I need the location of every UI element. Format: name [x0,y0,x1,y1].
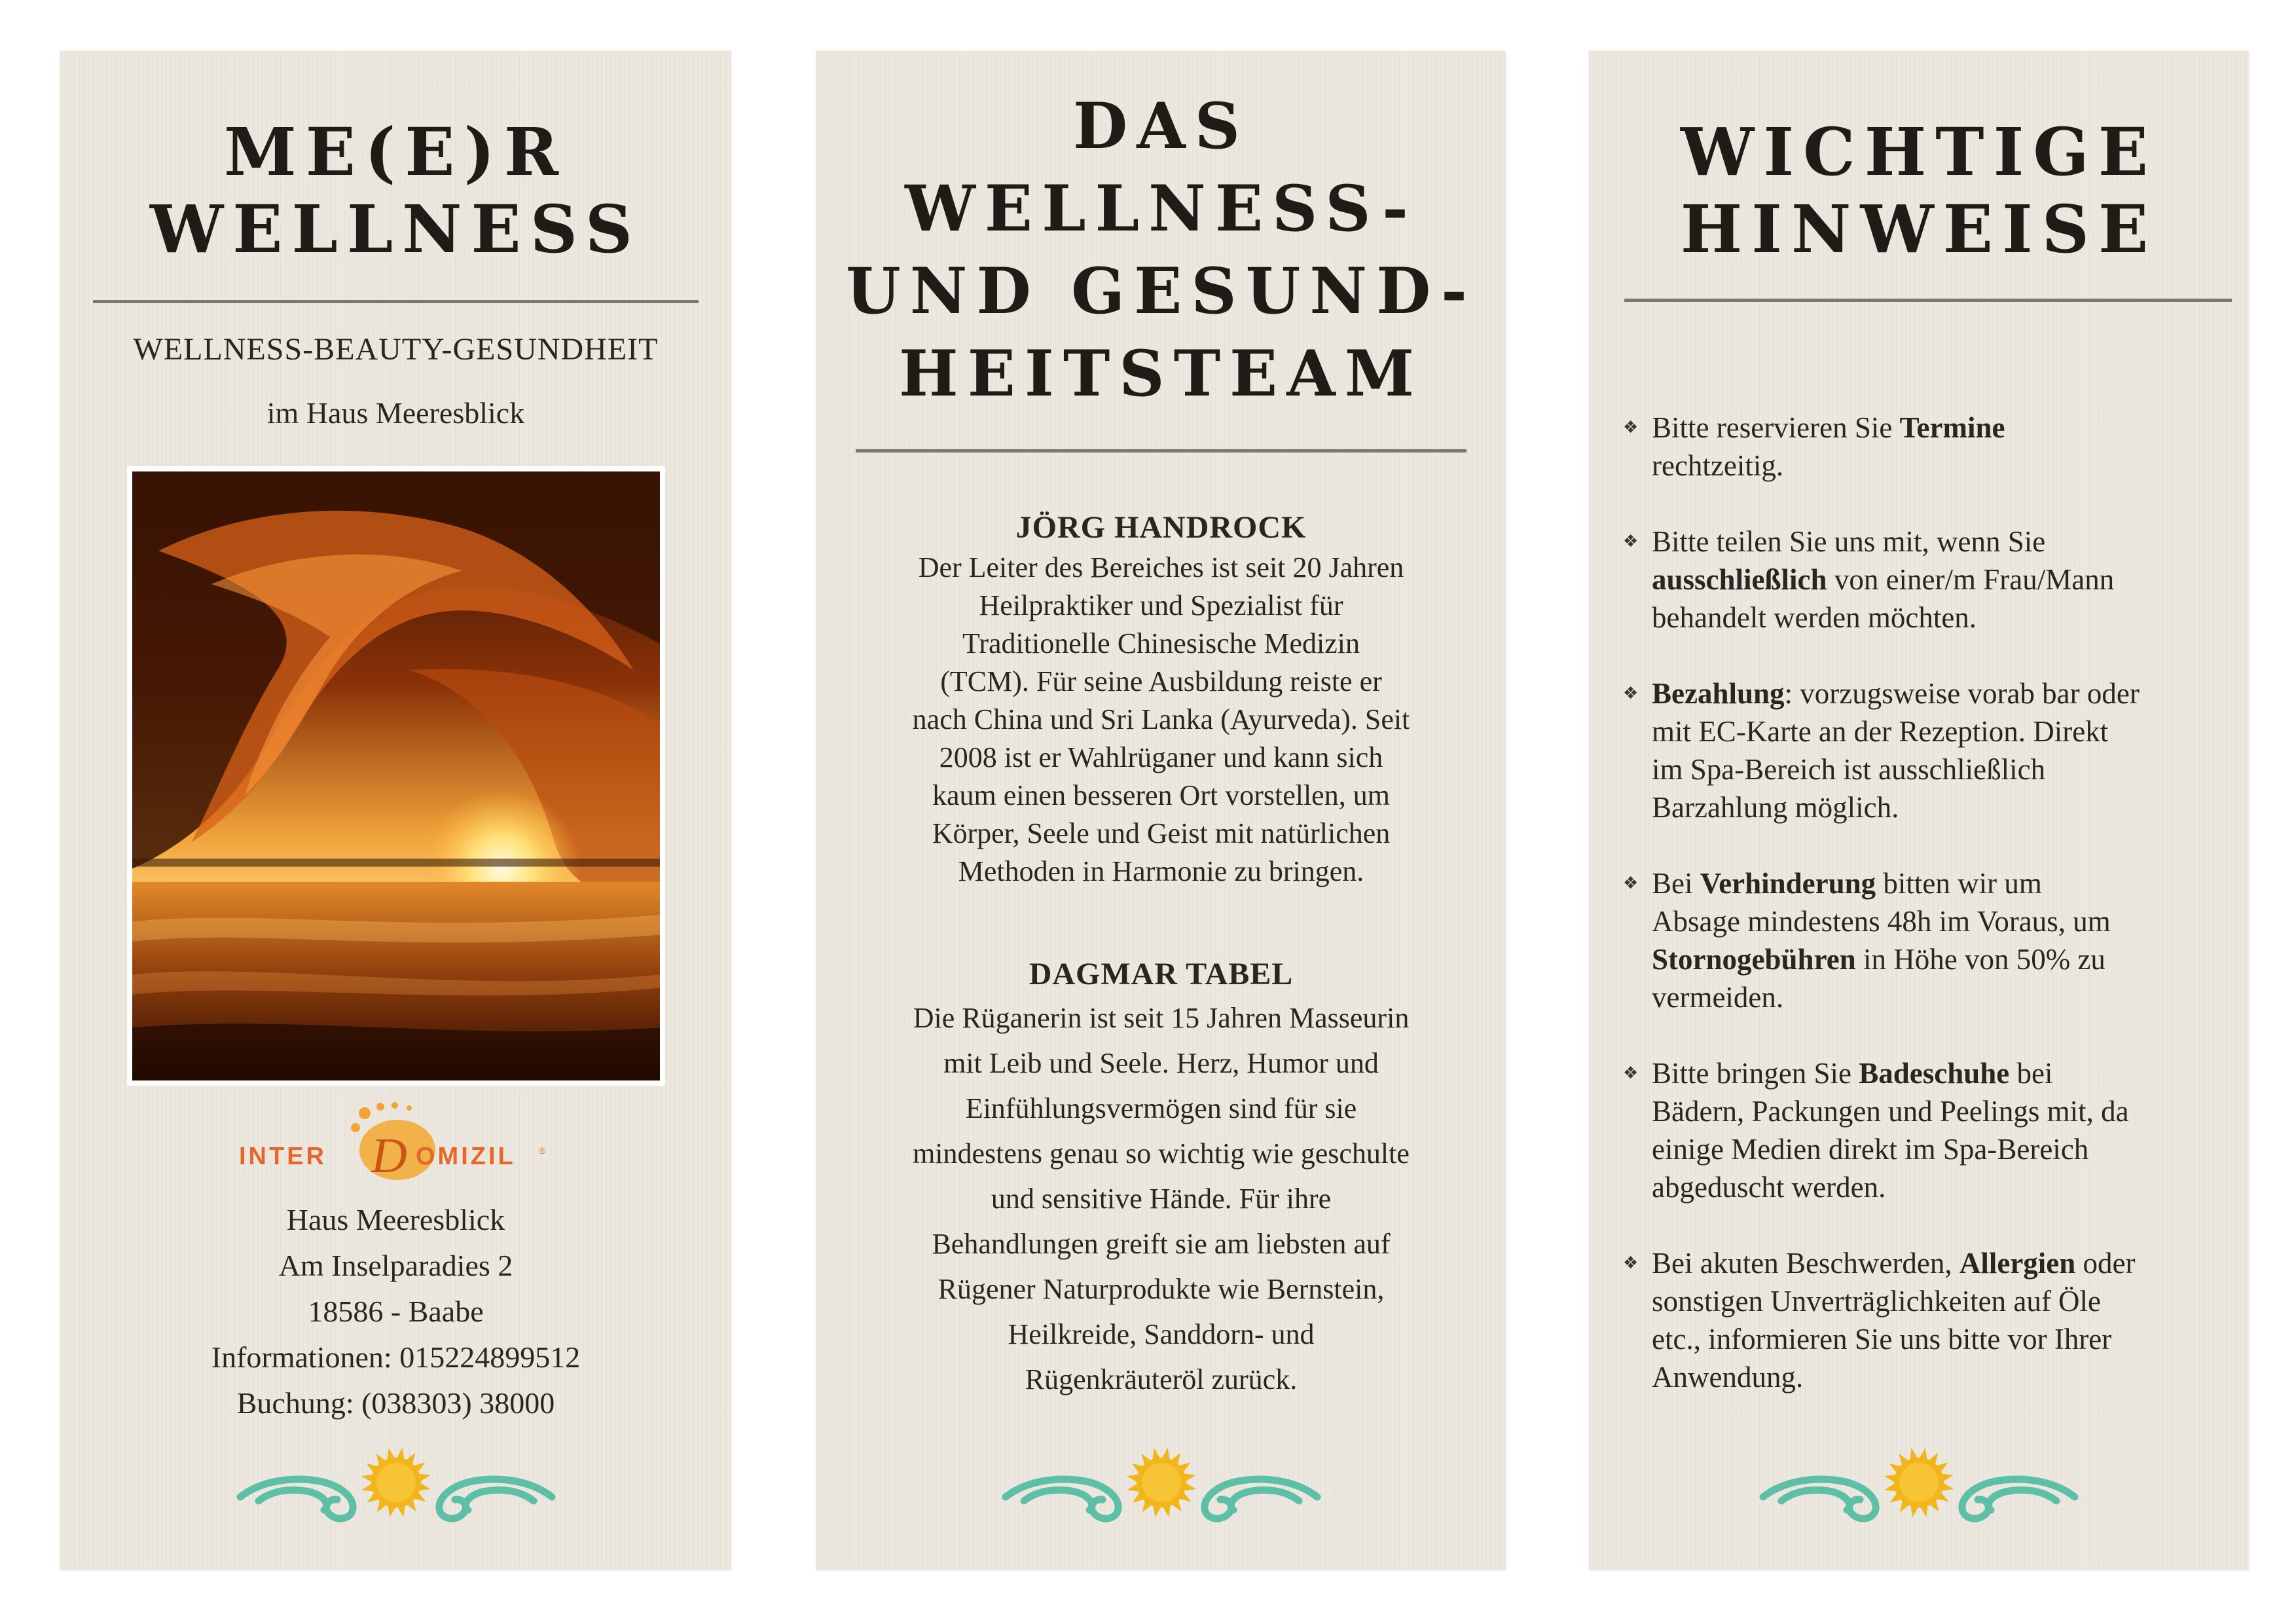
note-text: einige Medien direkt im Spa-Bereich [1652,1133,2089,1166]
team-member-bio [856,995,1467,1402]
svg-text:D: D [371,1128,407,1183]
note-keyword: Allergien [1959,1247,2076,1280]
bio-line: Heilpraktiker und Spezialist für [979,589,1343,621]
note-item [1619,1054,2229,1206]
note-line [1652,1282,2229,1320]
left-title [60,113,731,268]
note-text: bei [2009,1057,2053,1090]
sun-ornament-image [232,1437,560,1528]
bio-line: Traditionelle Chinesische Medizin [962,627,1360,659]
title-line: ME(E)R [224,113,568,191]
location: im Haus Meeresblick [266,396,525,430]
interdomizil-logo [60,1099,731,1190]
note-keyword: Badeschuhe [1859,1057,2010,1090]
note-text: mit EC-Karte an der Rezeption. Direkt [1652,715,2109,748]
bio-line: kaum einen besseren Ort vorstellen, um [932,779,1390,811]
svg-text:®: ® [538,1145,545,1156]
note-line [1652,409,2229,447]
title-line: DAS [1072,89,1250,163]
address-line: 18586 - Baabe [308,1295,484,1328]
note-keyword: Stornogebühren [1652,943,1856,976]
note-text: rechtzeitig. [1652,449,1784,482]
sun-ornament-icon [1589,1437,2249,1528]
note-text: abgeduscht werden. [1652,1171,1886,1204]
panel-middle [816,51,1506,1570]
sun-ornament-image [998,1437,1325,1528]
panel-left [60,51,731,1570]
note-line [1652,599,2229,637]
note-keyword: Bezahlung [1652,677,1785,710]
bio-line: Rügenkräuteröl zurück. [1025,1363,1298,1395]
bio-line: Rügener Naturprodukte wie Bernstein, [938,1273,1385,1305]
address-line: Haus Meeresblick [286,1203,505,1236]
diamond-bullet-icon: ❖ [1623,418,1639,437]
note-line [1652,523,2229,561]
note-text: oder [2075,1247,2136,1280]
note-line [1652,1054,2229,1092]
note-text: Bädern, Packungen und Peelings mit, da [1652,1095,2129,1128]
note-line [1652,788,2229,826]
svg-text:INTER: INTER [238,1143,327,1170]
diamond-bullet-icon: ❖ [1623,532,1639,551]
note-keyword: Termine [1899,411,2005,444]
title-line: WELLNESS- [905,172,1417,246]
note-text: Barzahlung möglich. [1652,791,1899,824]
address-block [60,1197,731,1426]
note-text: von einer/m Frau/Mann [1827,563,2115,596]
sun-ornament-icon [816,1437,1506,1528]
bio-line: Behandlungen greift sie am liebsten auf [932,1228,1391,1260]
title-line: WELLNESS [149,191,642,268]
note-text: Bitte bringen Sie [1652,1057,1859,1090]
panel-right [1589,51,2249,1570]
note-keyword: ausschließlich [1652,563,1827,596]
title-line: HINWEISE [1680,191,2158,268]
diamond-bullet-icon: ❖ [1623,684,1639,703]
note-line [1652,902,2229,940]
note-text: im Spa-Bereich ist ausschließlich [1652,753,2046,786]
title-line: UND GESUND- [846,254,1476,328]
note-item [1619,1244,2229,1396]
title-line: WICHTIGE [1681,113,2157,191]
note-text: Absage mindestens 48h im Voraus, um [1652,905,2111,938]
bio-line: und sensitive Hände. Für ihre [991,1183,1332,1215]
note-line [1652,674,2229,712]
note-line [1652,1092,2229,1130]
note-line [1652,712,2229,750]
bio-line: Der Leiter des Bereiches ist seit 20 Jahren [918,551,1404,583]
note-line [1652,1320,2229,1358]
note-line [1652,447,2229,485]
address-line: Am Inselparadies 2 [278,1249,513,1282]
diamond-bullet-icon: ❖ [1623,874,1639,893]
subtitle: WELLNESS-BEAUTY-GESUNDHEIT [133,332,659,367]
divider [1624,299,2232,302]
bio-line: Methoden in Harmonie zu bringen. [958,855,1364,887]
team-member-bio [856,549,1467,891]
note-keyword: Verhinderung [1700,867,1876,900]
note-text: Bei [1652,867,1700,900]
note-text: Bitte teilen Sie uns mit, wenn Sie [1652,525,2046,558]
note-line [1652,1244,2229,1282]
note-line [1652,750,2229,788]
svg-text:OMIZIL: OMIZIL [415,1143,516,1170]
note-line [1652,978,2229,1016]
note-item [1619,523,2229,637]
note-text: bitten wir um [1876,867,2042,900]
divider [93,300,699,303]
sun-ornament-icon [60,1437,731,1528]
bio-line: mit Leib und Seele. Herz, Humor und [943,1047,1379,1079]
note-text: : vorzugsweise vorab bar oder [1784,677,2140,710]
bio-line: Heilkreide, Sanddorn- und [1008,1318,1315,1350]
bio-line: nach China und Sri Lanka (Ayurveda). Seit [912,703,1410,735]
title-line: HEITSTEAM [899,337,1423,411]
diamond-bullet-icon: ❖ [1623,1063,1639,1082]
interdomizil-logo-image [226,1099,566,1190]
note-text: Anwendung. [1652,1361,1804,1393]
middle-title [816,85,1506,415]
sunset-wave-photo [127,466,665,1086]
bio-line: (TCM). Für seine Ausbildung reiste er [940,665,1382,697]
bio-line: Die Rüganerin ist seit 15 Jahren Masseurin [913,1002,1410,1034]
diamond-bullet-icon: ❖ [1623,1253,1639,1272]
note-line [1652,864,2229,902]
phone-info: Informationen: 015224899512 [211,1340,581,1374]
note-text: etc., informieren Sie uns bitte vor Ihrer [1652,1323,2112,1356]
bio-line: Körper, Seele und Geist mit natürlichen [932,817,1391,849]
note-text: vermeiden. [1652,981,1784,1014]
note-line [1652,1130,2229,1168]
note-text: sonstigen Unverträglichkeiten auf Öle [1652,1285,2102,1318]
note-item [1619,674,2229,826]
note-line [1652,1168,2229,1206]
note-text: Bei akuten Beschwerden, [1652,1247,1959,1280]
note-line [1652,940,2229,978]
right-title [1589,113,2249,268]
notes-list [1619,409,2229,1434]
note-text: behandelt werden möchten. [1652,601,1977,634]
note-text: in Höhe von 50% zu [1855,943,2105,976]
bio-line: mindestens genau so wichtig wie geschulte [913,1137,1410,1170]
bio-line: Einfühlungsvermögen sind für sie [965,1092,1357,1124]
team-member-name: JÖRG HANDROCK [1015,510,1307,545]
phone-booking: Buchung: (038303) 38000 [236,1386,555,1420]
team-member-name: DAGMAR TABEL [1029,957,1294,991]
sunset-wave-image [132,471,660,1080]
note-item [1619,409,2229,485]
bio-line: 2008 ist er Wahlrüganer und kann sich [939,741,1383,773]
note-item [1619,864,2229,1016]
note-text: Bitte reservieren Sie [1652,411,1900,444]
sun-ornament-image [1755,1437,2083,1528]
note-line [1652,1358,2229,1396]
note-line [1652,561,2229,599]
divider [856,449,1467,452]
